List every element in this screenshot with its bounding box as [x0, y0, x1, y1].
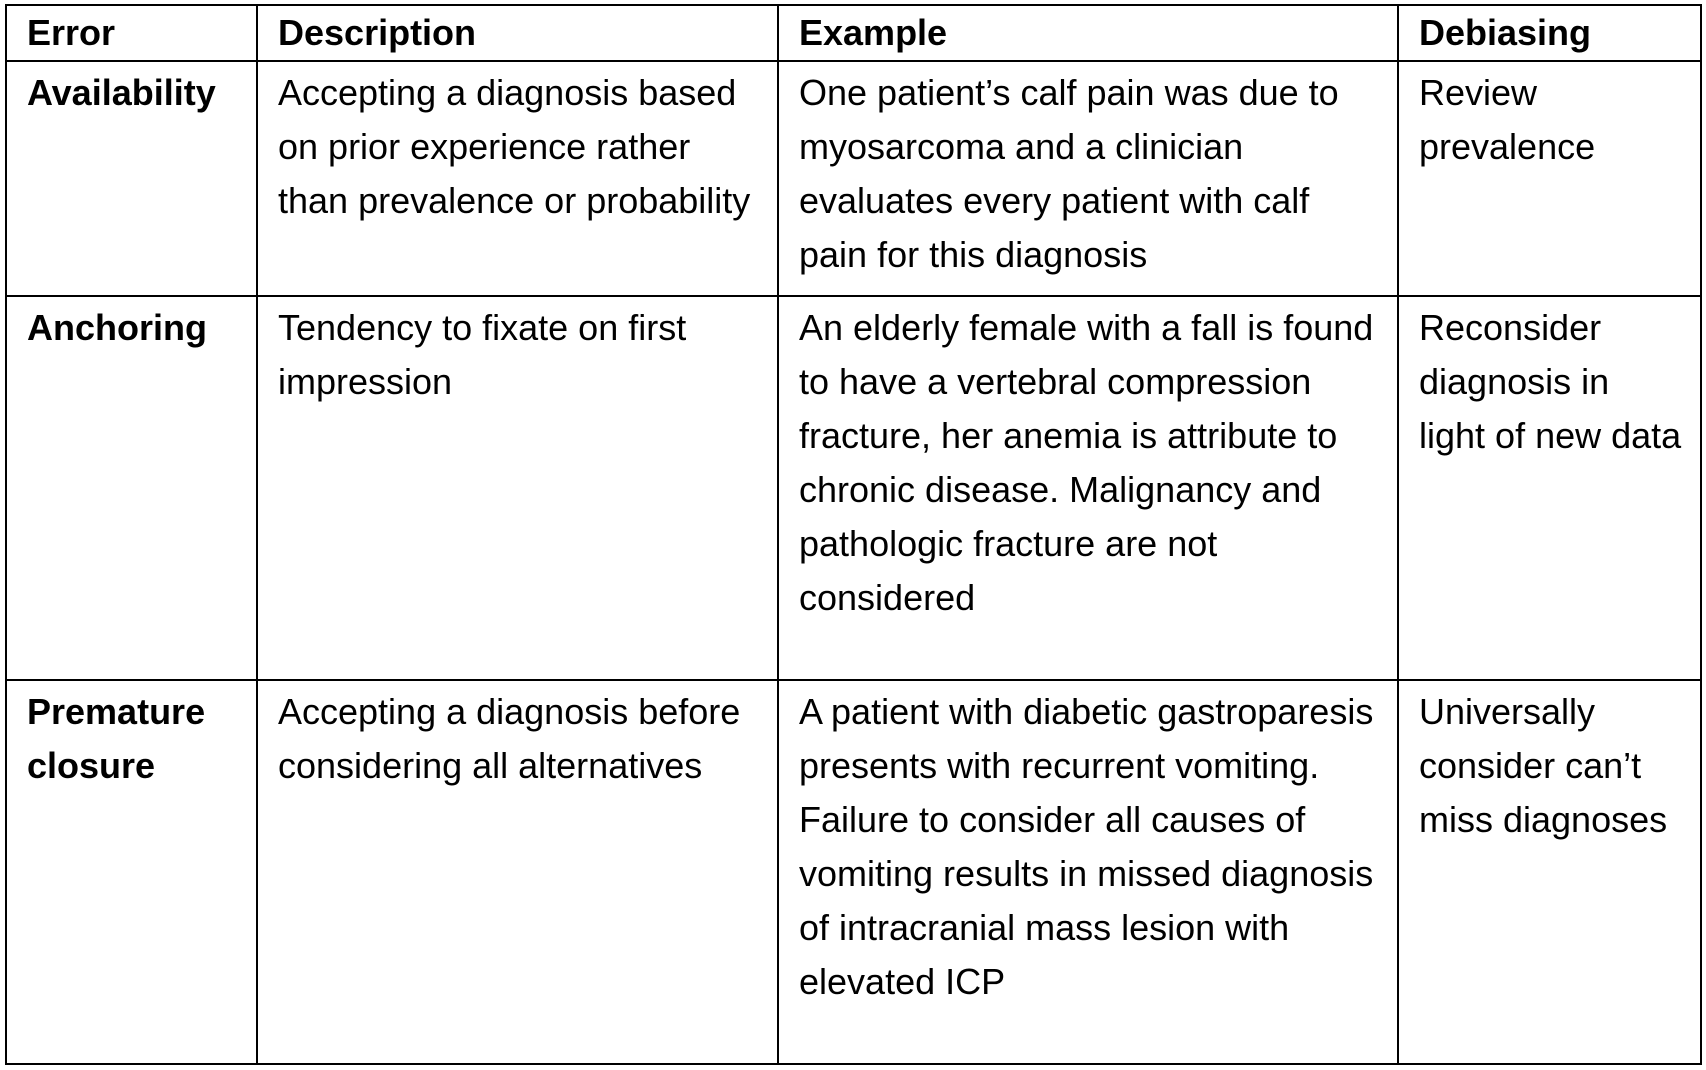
description-cell: Tendency to fixate on first impression: [257, 296, 778, 680]
debiasing-cell: Reconsider diagnosis in light of new data: [1398, 296, 1701, 680]
debiasing-cell: Universally consider can’t miss diagnoses: [1398, 680, 1701, 1064]
cognitive-bias-table: [5, 4, 1702, 1065]
header-description: Description: [257, 5, 778, 61]
table-row: [6, 680, 1701, 1064]
header-error: Error: [6, 5, 257, 61]
error-cell: Availability: [6, 61, 257, 296]
table-row: [6, 296, 1701, 680]
description-cell: Accepting a diagnosis before considering all alternatives: [257, 680, 778, 1064]
header-example: Example: [778, 5, 1398, 61]
error-cell: Premature closure: [6, 680, 257, 1064]
description-cell: Accepting a diagnosis based on prior experience rather than prevalence or probability: [257, 61, 778, 296]
debiasing-cell: Review prevalence: [1398, 61, 1701, 296]
table-row: [6, 61, 1701, 296]
example-cell: One patient’s calf pain was due to myosarcoma and a clinician evaluates every patient with calf pain for this diagnosis: [778, 61, 1398, 296]
error-cell: Anchoring: [6, 296, 257, 680]
example-cell: An elderly female with a fall is found to have a vertebral compression fracture, her anemia is attribute to chronic disease. Malignancy and pathologic fracture are not considered: [778, 296, 1398, 680]
example-cell: A patient with diabetic gastroparesis presents with recurrent vomiting. Failure to consider all causes of vomiting results in missed diagnosis of intracranial mass lesion with elevated ICP: [778, 680, 1398, 1064]
header-row: [6, 5, 1701, 61]
header-debiasing: Debiasing: [1398, 5, 1701, 61]
